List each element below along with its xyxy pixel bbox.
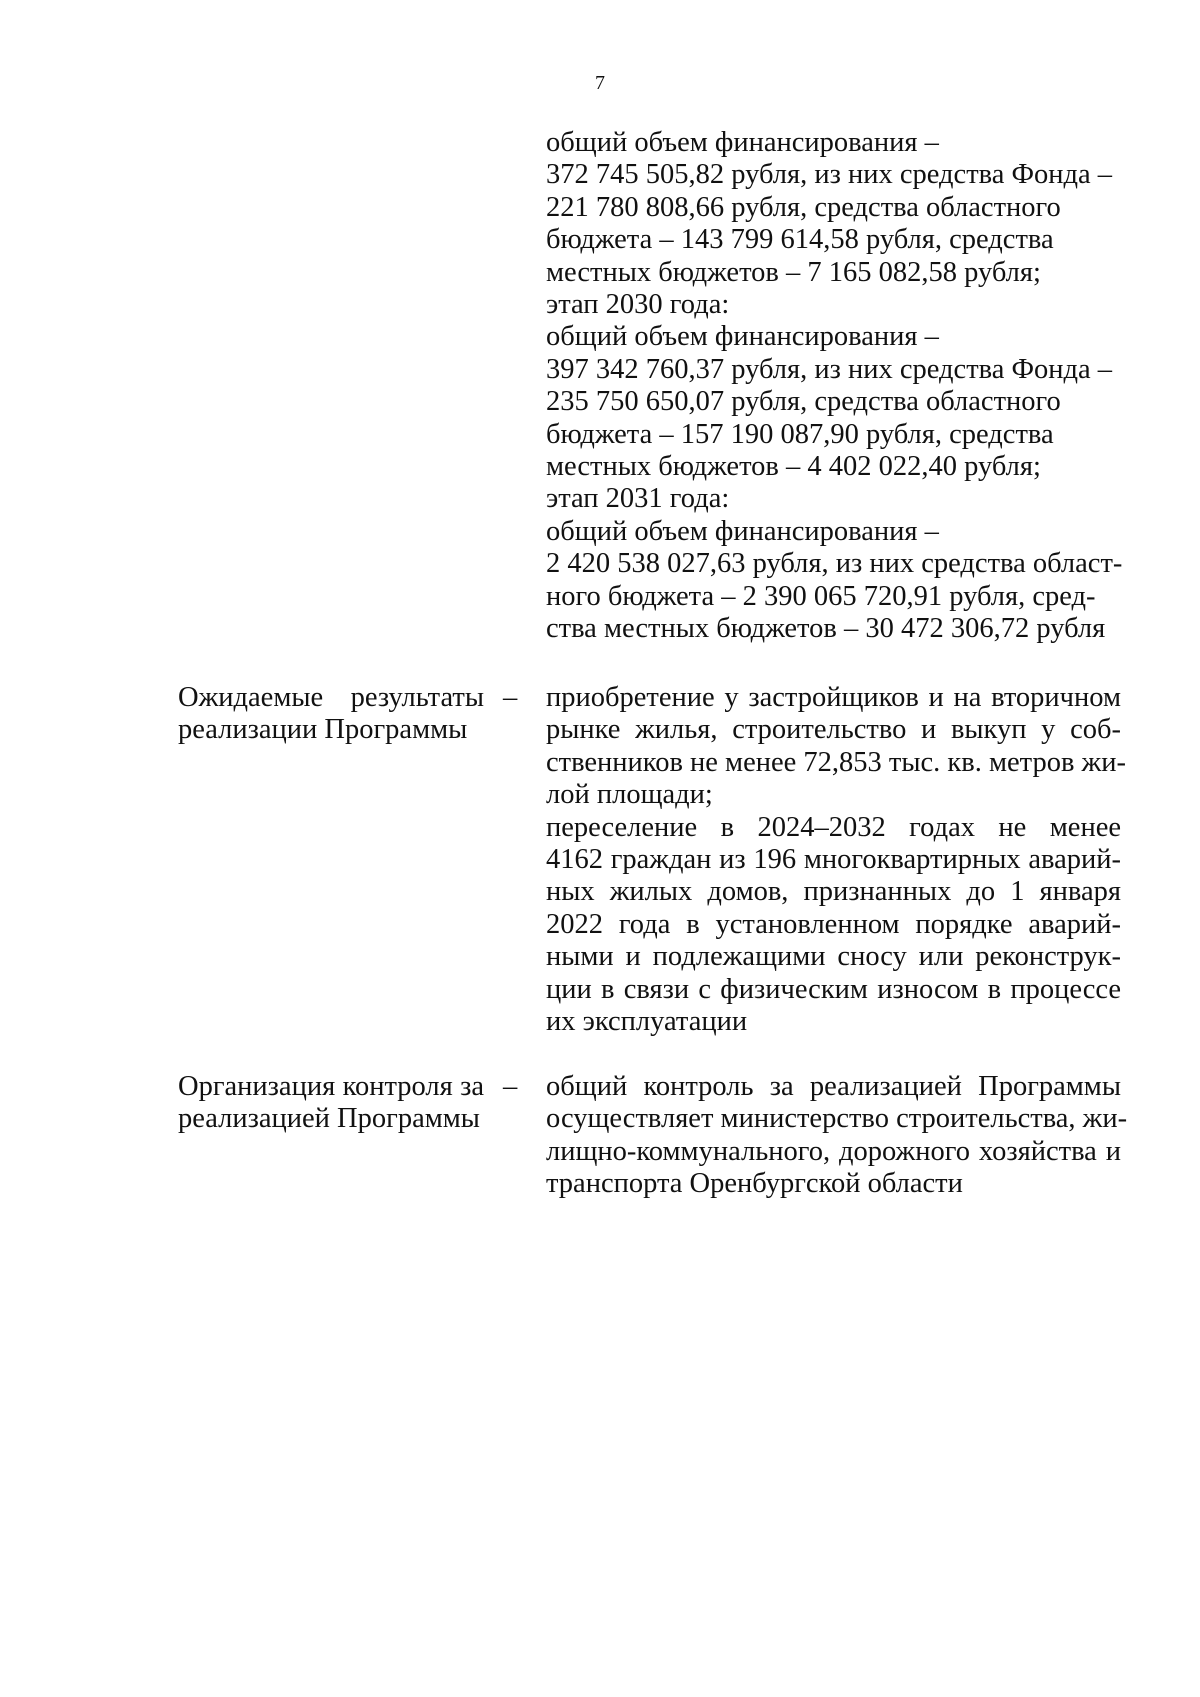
results-text-line: ции в связи с физическим износом в процессе [546,973,1121,1005]
results-text-line: 2022 года в установленном порядке аварий- [546,908,1121,940]
financing-line: общий объем финансирования – [546,515,939,547]
control-text-line: транспорта Оренбургской области [546,1168,963,1200]
page-number: 7 [595,72,605,94]
results-text-line: рынке жилья, строительство и выкуп у соб- [546,714,1121,746]
financing-line: этап 2031 года: [546,483,730,515]
results-text-line: 4162 граждан из 196 многоквартирных аварий- [546,844,1121,876]
financing-block [546,127,1121,646]
financing-line: бюджета – 157 190 087,90 рубля, средства [546,418,1054,450]
financing-line: 235 750 650,07 рубля, средства областного [546,386,1061,418]
financing-line: местных бюджетов – 7 165 082,58 рубля; [546,256,1041,288]
control-label [178,1071,484,1136]
results-text-line: их эксплуатации [546,1006,748,1038]
control-text-line: общий контроль за реализацией Программы [546,1071,1121,1102]
results-text-line: приобретение у застройщиков и на вторичном [546,682,1121,713]
financing-line: общий объем финансирования – [546,127,939,158]
control-text-line: лищно-коммунального, дорожного хозяйства и [546,1135,1121,1167]
financing-line: 397 342 760,37 рубля, из них средства Фонда – [546,353,1113,385]
financing-line: этап 2030 года: [546,289,730,321]
financing-line: 2 420 538 027,63 рубля, из них средства област- [546,548,1123,580]
financing-line: ства местных бюджетов – 30 472 306,72 рубля [546,613,1106,645]
results-label-line: реализации Программы [178,714,468,746]
control-dash: – [503,1071,518,1102]
results-text-line: ных жилых домов, признанных до 1 января [546,876,1121,908]
financing-line: местных бюджетов – 4 402 022,40 рубля; [546,451,1041,483]
results-text-line: ственников не менее 72,853 тыс. кв. метров жи- [546,746,1126,778]
results-label-line: Ожидаемые результаты [178,682,484,713]
financing-line: общий объем финансирования – [546,321,939,353]
financing-line: ного бюджета – 2 390 065 720,91 рубля, сред- [546,580,1096,612]
results-text [546,682,1126,1038]
control-text-line: осуществляет министерство строительства, жи- [546,1103,1128,1135]
results-label [178,682,484,747]
financing-line: 221 780 808,66 рубля, средства областного [546,191,1061,223]
control-label-line: реализацией Программы [178,1103,480,1135]
results-text-line: лой площади; [546,779,713,811]
financing-line: 372 745 505,82 рубля, из них средства Фонда – [546,159,1113,191]
control-label-line: Организация контроля за [178,1071,484,1102]
financing-line: бюджета – 143 799 614,58 рубля, средства [546,224,1054,256]
control-text [546,1071,1128,1201]
results-dash: – [503,682,518,713]
results-text-line: переселение в 2024–2032 годах не менее [546,811,1121,843]
results-text-line: ными и подлежащими сносу или реконструк- [546,941,1121,973]
